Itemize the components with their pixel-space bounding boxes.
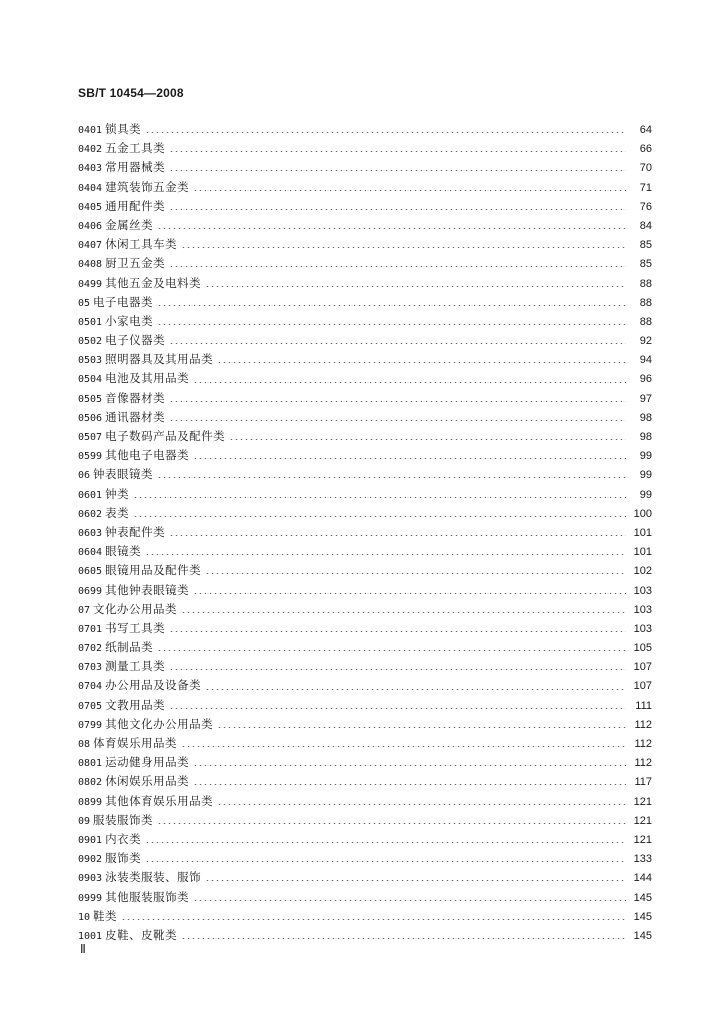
toc-entry-page: 92	[639, 335, 652, 348]
toc-entry-code: 0701	[78, 623, 103, 635]
toc-entry-code: 0801	[78, 758, 103, 770]
toc-entry-code: 0999	[78, 892, 103, 904]
toc-entry	[78, 753, 652, 772]
leader-dots	[121, 919, 626, 920]
toc-entry-title: 金属丝类	[105, 217, 154, 232]
toc-entry-code: 08	[78, 739, 91, 750]
toc-entry-code: 0501	[78, 316, 103, 328]
toc-entry-code: 0901	[78, 834, 103, 846]
toc-entry-code: 0902	[78, 854, 103, 866]
toc-entry-title: 锁具类	[105, 122, 142, 136]
toc-entry-page: 103	[633, 603, 652, 616]
toc-entry	[78, 772, 652, 791]
toc-entry-title: 表类	[105, 505, 130, 520]
toc-entry-title: 建筑装饰五金类	[105, 179, 190, 194]
toc-entry-page: 98	[639, 411, 652, 424]
leader-dots	[193, 765, 626, 766]
toc-entry-code: 0903	[78, 873, 103, 885]
toc-entry-page: 103	[633, 622, 652, 635]
leader-dots	[133, 516, 626, 517]
toc-entry-code: 0406	[78, 220, 103, 232]
toc-entry-page: 71	[639, 181, 652, 194]
leader-dots	[157, 324, 626, 325]
toc-entry-title: 其他文化办公用品类	[105, 716, 214, 731]
toc-entry-page: 70	[639, 162, 652, 175]
toc-entry-page: 112	[634, 738, 652, 750]
toc-entry-title: 五金工具类	[105, 141, 166, 156]
leader-dots	[193, 190, 626, 191]
toc-entry-code: 0704	[78, 681, 103, 693]
leader-dots	[217, 362, 626, 363]
toc-entry	[78, 216, 652, 235]
toc-entry-code: 0601	[78, 489, 103, 501]
leader-dots	[169, 209, 626, 210]
toc-entry-page: 121	[633, 814, 652, 827]
toc-entry	[78, 715, 652, 734]
toc-entry-title: 皮鞋、皮靴类	[105, 927, 178, 942]
toc-entry-title: 办公用品及设备类	[105, 678, 202, 693]
toc-entry-title: 其他五金及电料类	[105, 275, 202, 290]
toc-entry	[78, 446, 652, 465]
toc-entry-title: 运动健身用品类	[105, 755, 190, 770]
toc-entry-page: 121	[633, 833, 652, 846]
toc-entry	[78, 888, 652, 907]
leader-dots	[169, 708, 626, 709]
toc-entry-page: 111	[635, 699, 652, 712]
toc-entry	[78, 792, 652, 811]
toc-entry-title: 通讯器材类	[105, 409, 166, 424]
toc-entry-title: 纸制品类	[105, 640, 154, 655]
toc-entry-code: 0407	[78, 240, 103, 252]
toc-entry-code: 0505	[78, 393, 103, 405]
leader-dots	[217, 727, 626, 728]
toc-entry	[78, 696, 652, 715]
page-number-footer: Ⅱ	[80, 942, 86, 956]
leader-dots	[157, 305, 626, 306]
toc-entry	[78, 849, 652, 868]
toc-entry-code: 0507	[78, 432, 103, 443]
toc-entry-page: 105	[633, 642, 652, 655]
toc-entry-title: 测量工具类	[105, 659, 166, 674]
leader-dots	[145, 861, 626, 862]
toc-entry-page: 85	[639, 258, 652, 271]
leader-dots	[193, 900, 626, 901]
toc-entry-title: 体育娱乐用品类	[93, 736, 178, 750]
toc-entry	[78, 293, 652, 312]
toc-entry-title: 电池及其用品类	[105, 371, 190, 386]
toc-entry	[78, 139, 652, 158]
leader-dots	[193, 458, 626, 459]
toc-entry-title: 钟表眼镜类	[93, 467, 154, 482]
toc-entry-title: 内衣类	[105, 831, 142, 846]
toc-entry	[78, 734, 652, 753]
toc-entry-page: 107	[633, 661, 652, 674]
toc-entry	[78, 465, 652, 484]
toc-entry-code: 0408	[78, 259, 103, 271]
toc-entry	[78, 120, 652, 139]
toc-entry-code: 0401	[78, 125, 103, 136]
toc-entry-code: 0403	[78, 163, 103, 175]
leader-dots	[145, 842, 626, 843]
toc-entry	[78, 811, 652, 830]
toc-entry	[78, 676, 652, 695]
toc-entry-code: 0404	[78, 182, 103, 194]
toc-entry-page: 133	[633, 853, 652, 866]
toc-entry-title: 厨卫五金类	[105, 256, 166, 271]
leader-dots	[181, 612, 626, 613]
toc-entry-page: 88	[639, 315, 652, 328]
standard-number: SB/T 10454—2008	[78, 86, 184, 100]
toc-entry-title: 电子仪器类	[105, 333, 166, 348]
leader-dots	[169, 266, 626, 267]
leader-dots	[157, 477, 626, 478]
toc-entry-code: 07	[78, 604, 91, 616]
toc-entry-code: 05	[78, 297, 91, 309]
toc-entry-title: 眼镜类	[105, 544, 142, 559]
leader-dots	[205, 286, 626, 287]
toc-entry-title: 钟类	[105, 486, 130, 501]
toc-entry	[78, 619, 652, 638]
toc-entry-page: 88	[639, 277, 652, 290]
leader-dots	[157, 228, 626, 229]
toc-entry-page: 99	[639, 488, 652, 501]
toc-entry-code: 0605	[78, 566, 103, 578]
leader-dots	[145, 554, 626, 555]
leader-dots	[193, 382, 626, 383]
toc-entry	[78, 907, 652, 926]
toc-entry	[78, 197, 652, 216]
leader-dots	[205, 880, 626, 881]
toc-entry	[78, 868, 652, 887]
toc-entry	[78, 600, 652, 619]
toc-entry	[78, 254, 652, 273]
toc-entry-code: 0705	[78, 700, 103, 712]
toc-entry	[78, 542, 652, 561]
toc-entry-code: 0899	[78, 796, 103, 808]
toc-entry-page: 64	[639, 124, 652, 136]
toc-entry-page: 97	[639, 392, 652, 405]
toc-entry-title: 电子电器类	[93, 294, 154, 309]
toc-entry-code: 0504	[78, 374, 103, 386]
toc-entry-page: 66	[639, 143, 652, 156]
toc-entry-title: 鞋类	[93, 908, 118, 923]
toc-entry-title: 其他钟表眼镜类	[105, 582, 190, 597]
toc-entry-code: 0604	[78, 547, 103, 559]
toc-entry-page: 121	[633, 795, 652, 808]
toc-entry-code: 0502	[78, 336, 103, 348]
toc-entry	[78, 427, 652, 446]
toc-entry-page: 99	[639, 450, 652, 463]
toc-entry-title: 眼镜用品及配件类	[105, 563, 202, 578]
toc-entry-title: 其他电子电器类	[105, 448, 190, 463]
leader-dots	[193, 593, 626, 594]
toc-entry	[78, 312, 652, 331]
toc-entry-code: 0702	[78, 643, 103, 655]
leader-dots	[169, 535, 626, 536]
leader-dots	[205, 573, 626, 574]
toc-entry	[78, 178, 652, 197]
toc-entry-page: 99	[639, 469, 652, 482]
toc-entry	[78, 561, 652, 580]
leader-dots	[169, 631, 626, 632]
toc-entry-code: 0506	[78, 412, 103, 424]
toc-entry	[78, 830, 652, 849]
toc-entry-page: 76	[639, 200, 652, 213]
toc-entry	[78, 926, 652, 945]
leader-dots	[169, 343, 626, 344]
toc-entry-title: 照明器具及其用品类	[105, 352, 214, 367]
toc-entry-page: 88	[639, 296, 652, 309]
toc-entry-title: 其他服装服饰类	[105, 889, 190, 904]
toc-entry-code: 0499	[78, 278, 103, 290]
toc-entry	[78, 235, 652, 254]
leader-dots	[229, 439, 626, 440]
toc-entry-title: 服饰类	[105, 851, 142, 866]
toc-entry-title: 文化办公用品类	[93, 601, 178, 616]
toc-entry	[78, 274, 652, 293]
toc-entry-code: 0699	[78, 585, 103, 597]
toc-entry-title: 文教用品类	[105, 697, 166, 712]
toc-entry	[78, 485, 652, 504]
toc-entry	[78, 369, 652, 388]
toc-entry-code: 06	[78, 470, 91, 482]
toc-entry	[78, 389, 652, 408]
toc-entry-code: 0603	[78, 527, 103, 539]
toc-entry-code: 0503	[78, 355, 103, 367]
toc-entry	[78, 657, 652, 676]
table-of-contents	[78, 120, 652, 945]
leader-dots	[145, 132, 626, 133]
leader-dots	[181, 938, 626, 939]
toc-entry-page: 101	[633, 526, 652, 539]
toc-entry-page: 103	[633, 584, 652, 597]
toc-entry-page: 112	[634, 718, 652, 731]
toc-entry	[78, 408, 652, 427]
leader-dots	[169, 170, 626, 171]
toc-entry-page: 84	[639, 219, 652, 232]
toc-entry-title: 书写工具类	[105, 620, 166, 635]
toc-entry-code: 0599	[78, 451, 103, 463]
toc-entry-page: 94	[639, 354, 652, 367]
leader-dots	[169, 401, 626, 402]
toc-entry-title: 小家电类	[105, 313, 154, 328]
leader-dots	[181, 247, 626, 248]
toc-entry-page: 102	[633, 565, 652, 578]
leader-dots	[181, 746, 626, 747]
leader-dots	[169, 669, 626, 670]
toc-entry-page: 101	[633, 546, 652, 559]
toc-entry	[78, 638, 652, 657]
toc-entry	[78, 504, 652, 523]
toc-entry-title: 通用配件类	[105, 198, 166, 213]
toc-entry-code: 0402	[78, 144, 103, 156]
toc-entry-code: 10	[78, 911, 91, 923]
toc-entry-code: 1001	[78, 930, 103, 942]
toc-entry-title: 钟表配件类	[105, 524, 166, 539]
leader-dots	[169, 420, 626, 421]
toc-entry-page: 107	[633, 680, 652, 693]
toc-entry-title: 休闲娱乐用品类	[105, 774, 190, 789]
leader-dots	[157, 650, 626, 651]
toc-entry-page: 100	[633, 507, 652, 520]
toc-entry-page: 112	[634, 757, 652, 770]
toc-entry-page: 117	[634, 776, 652, 789]
toc-entry-code: 0799	[78, 719, 103, 731]
toc-entry-title: 音像器材类	[105, 390, 166, 405]
toc-entry-code: 0703	[78, 662, 103, 674]
toc-entry	[78, 523, 652, 542]
toc-entry-title: 其他体育娱乐用品类	[105, 793, 214, 808]
toc-entry-code: 09	[78, 815, 91, 827]
toc-entry-code: 0602	[78, 508, 103, 520]
leader-dots	[169, 151, 626, 152]
toc-entry-title: 常用器械类	[105, 160, 166, 175]
toc-entry-page: 145	[633, 929, 652, 942]
toc-entry-code: 0802	[78, 777, 103, 789]
toc-entry-title: 休闲工具车类	[105, 237, 178, 252]
toc-entry-title: 泳装类服装、服饰	[105, 870, 202, 885]
toc-entry	[78, 331, 652, 350]
leader-dots	[205, 689, 626, 690]
toc-entry-page: 96	[639, 373, 652, 386]
toc-entry-page: 145	[633, 910, 652, 923]
toc-entry-title: 服装服饰类	[93, 812, 154, 827]
toc-entry-title: 电子数码产品及配件类	[105, 429, 226, 443]
leader-dots	[157, 823, 626, 824]
toc-entry	[78, 158, 652, 177]
leader-dots	[217, 804, 626, 805]
leader-dots	[133, 497, 626, 498]
leader-dots	[193, 784, 626, 785]
toc-entry-page: 145	[633, 891, 652, 904]
toc-entry-page: 144	[633, 872, 652, 885]
toc-entry-code: 0405	[78, 201, 103, 213]
toc-entry-page: 85	[639, 239, 652, 252]
toc-entry	[78, 350, 652, 369]
toc-entry-page: 98	[639, 431, 652, 443]
toc-entry	[78, 581, 652, 600]
